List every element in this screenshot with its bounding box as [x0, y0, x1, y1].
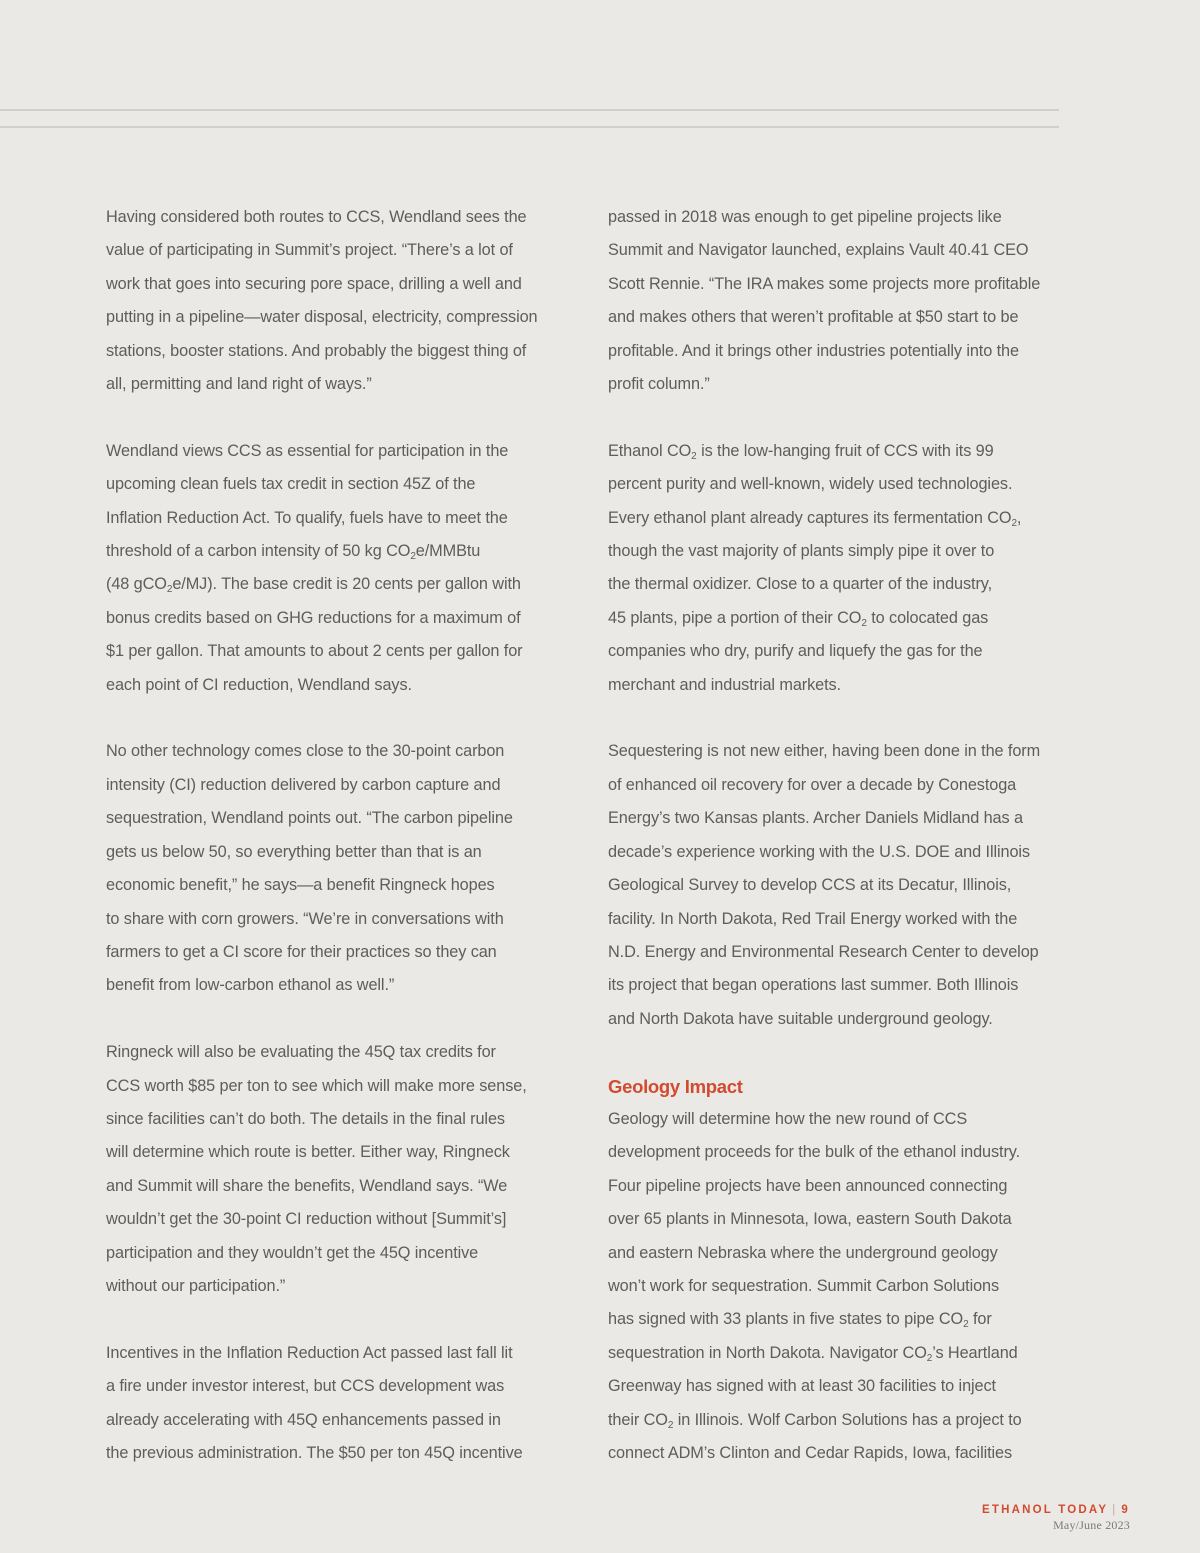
- page-number: 9: [1121, 1504, 1130, 1516]
- text-line: its project that began operations last summer. Both Illinois: [608, 976, 1019, 995]
- text-line: CCS worth $85 per ton to see which will make more sense,: [106, 1076, 527, 1095]
- text-line: bonus credits based on GHG reductions for a maximum of: [106, 608, 521, 627]
- text-line: economic benefit,” he says—a benefit Ringneck hopes: [106, 876, 495, 895]
- section-heading: Geology Impact: [608, 1075, 743, 1097]
- text-line: Summit and Navigator launched, explains Vault 40.41 CEO: [608, 241, 1029, 260]
- text-line: sequestration in North Dakota. Navigator $CO_2’s$ Heartland: [608, 1343, 1018, 1364]
- text-line: work that goes into securing pore space, drilling a well and: [106, 274, 522, 293]
- body-paragraph: [106, 201, 566, 401]
- body-paragraph: [106, 735, 566, 1002]
- text-line: 45 plants, pipe a portion of their $CO_2$ to colocated gas: [608, 608, 989, 629]
- text-line: Incentives in the Inflation Reduction Act passed last fall lit: [106, 1343, 513, 1362]
- footer-folio: [982, 1500, 1130, 1518]
- issue-date: May/June 2023: [1053, 1518, 1130, 1532]
- page-footer: [982, 1500, 1130, 1533]
- text-line: Having considered both routes to CCS, Wendland sees the: [106, 208, 527, 226]
- text-line: Four pipeline projects have been announced connecting: [608, 1176, 1008, 1195]
- text-line: N.D. Energy and Environmental Research Center to develop: [608, 942, 1039, 961]
- text-line: has signed with 33 plants in five states to pipe $CO_2$ for: [608, 1310, 992, 1331]
- body-paragraph: [608, 435, 1068, 702]
- text-line: without our participation.”: [106, 1276, 286, 1295]
- text-line: Every ethanol plant already captures its fermentation $CO_2$,: [608, 508, 1022, 529]
- header-rule-top: [0, 109, 1059, 111]
- text-line: participation and they wouldn’t get the 45Q incentive: [106, 1243, 479, 1262]
- text-line: stations, booster stations. And probably the biggest thing of: [106, 341, 527, 360]
- text-line: (48 gCO$_2$e/MJ). The base credit is 20 cents per gallon with: [106, 575, 521, 596]
- text-line: each point of CI reduction, Wendland says.: [106, 675, 412, 694]
- body-paragraph: [608, 735, 1068, 1036]
- text-line: gets us below 50, so everything better than that is an: [106, 842, 482, 861]
- text-line: won’t work for sequestration. Summit Carbon Solutions: [608, 1276, 1000, 1295]
- text-line: farmers to get a CI score for their practices so they can: [106, 942, 497, 961]
- text-line: value of participating in Summit’s project. “There’s a lot of: [106, 241, 513, 260]
- text-line: since facilities can’t do both. The details in the final rules: [106, 1109, 505, 1128]
- body-paragraph: [106, 435, 566, 702]
- text-line: Greenway has signed with at least 30 facilities to inject: [608, 1377, 996, 1396]
- text-line: Sequestering is not new either, having been done in the form: [608, 742, 1041, 761]
- text-line: facility. In North Dakota, Red Trail Energy worked with the: [608, 909, 1018, 928]
- text-line: No other technology comes close to the 30-point carbon: [106, 742, 505, 761]
- right-column: [608, 201, 1068, 1504]
- text-line: and Summit will share the benefits, Wendland says. “We: [106, 1176, 508, 1195]
- text-line: putting in a pipeline—water disposal, electricity, compression: [106, 308, 538, 327]
- text-line: their $CO_2$ in Illinois. Wolf Carbon Solutions has a project to: [608, 1410, 1022, 1431]
- text-line: sequestration, Wendland points out. “The carbon pipeline: [106, 809, 513, 828]
- text-line: Ringneck will also be evaluating the 45Q tax credits for: [106, 1043, 496, 1062]
- left-column: [106, 201, 566, 1504]
- text-line: percent purity and well-known, widely used technologies.: [608, 475, 1013, 494]
- text-line: and makes others that weren’t profitable at $50 start to be: [608, 308, 1019, 327]
- text-line: the thermal oxidizer. Close to a quarter of the industry,: [608, 575, 993, 594]
- text-line: though the vast majority of plants simply pipe it over to: [608, 542, 995, 561]
- text-line: Scott Rennie. “The IRA makes some projects more profitable: [608, 274, 1041, 293]
- text-line: and eastern Nebraska where the underground geology: [608, 1243, 998, 1262]
- text-line: development proceeds for the bulk of the ethanol industry.: [608, 1143, 1021, 1162]
- text-line: profitable. And it brings other industries potentially into the: [608, 341, 1019, 360]
- body-paragraph: [608, 1103, 1068, 1470]
- text-line: $1 per gallon. That amounts to about 2 cents per gallon for: [106, 642, 523, 661]
- text-line: wouldn’t get the 30-point CI reduction without [Summit’s]: [106, 1210, 507, 1229]
- header-rule-bottom: [0, 126, 1059, 128]
- text-line: threshold of a carbon intensity of 50 kg $CO_2e$/MMBtu: [106, 542, 481, 563]
- folio-separator: |: [1112, 1504, 1118, 1516]
- text-line: over 65 plants in Minnesota, Iowa, eastern South Dakota: [608, 1210, 1012, 1229]
- text-line: Geology will determine how the new round of CCS: [608, 1109, 968, 1128]
- magazine-name: ETHANOL TODAY: [982, 1504, 1109, 1516]
- text-line: Ethanol $CO_2$ is the low-hanging fruit of CCS with its 99: [608, 441, 994, 462]
- text-line: benefit from low-carbon ethanol as well.”: [106, 976, 395, 995]
- text-line: connect ADM’s Clinton and Cedar Rapids, Iowa, facilities: [608, 1443, 1013, 1462]
- text-line: intensity (CI) reduction delivered by carbon capture and: [106, 775, 501, 794]
- body-paragraph: [106, 1337, 566, 1471]
- text-line: profit column.”: [608, 375, 710, 394]
- text-line: and North Dakota have suitable underground geology.: [608, 1009, 993, 1028]
- text-line: of enhanced oil recovery for over a decade by Conestoga: [608, 775, 1017, 794]
- text-line: decade’s experience working with the U.S. DOE and Illinois: [608, 842, 1030, 861]
- text-line: Wendland views CCS as essential for participation in the: [106, 441, 509, 460]
- text-line: companies who dry, purify and liquefy the gas for the: [608, 642, 983, 661]
- text-line: Geological Survey to develop CCS at its Decatur, Illinois,: [608, 876, 1012, 895]
- body-paragraph: [608, 201, 1068, 401]
- text-line: the previous administration. The $50 per ton 45Q incentive: [106, 1443, 523, 1462]
- text-line: merchant and industrial markets.: [608, 675, 841, 694]
- text-line: upcoming clean fuels tax credit in section 45Z of the: [106, 475, 476, 494]
- text-line: passed in 2018 was enough to get pipeline projects like: [608, 208, 1002, 226]
- text-line: to share with corn growers. “We’re in conversations with: [106, 909, 504, 928]
- text-line: will determine which route is better. Either way, Ringneck: [106, 1143, 510, 1162]
- text-line: a fire under investor interest, but CCS development was: [106, 1377, 505, 1396]
- body-paragraph: [106, 1036, 566, 1303]
- text-line: Inflation Reduction Act. To qualify, fuels have to meet the: [106, 508, 508, 527]
- text-line: already accelerating with 45Q enhancements passed in: [106, 1410, 501, 1429]
- text-line: all, permitting and land right of ways.”: [106, 375, 372, 394]
- text-line: Energy’s two Kansas plants. Archer Daniels Midland has a: [608, 809, 1023, 828]
